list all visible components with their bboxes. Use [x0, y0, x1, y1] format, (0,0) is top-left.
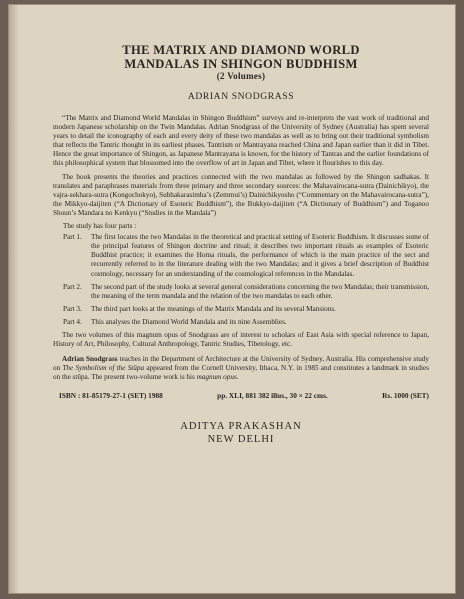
volumes-note: (2 Volumes) [216, 71, 266, 81]
part-label: Part 2. [63, 282, 82, 291]
publisher [53, 420, 429, 446]
isbn-row [59, 391, 429, 400]
description-paragraph-1: “The Matrix and Diamond World Mandalas in Shingon Buddhism” surveys and re-interprets the vast work of traditional and modern Japanese scholarship on the Twin Mandalas. Adrian Snodgrass of the University of Sydney (Australia) has spent several years to detail the iconography of each and every deity of these two mandalas as well as to bring out their traditional symbolism that reflects the Tantric thought in its earliest phases. Tantrism or Mantrayana reached China and Japan earlier than it did in Tibet. Hence the great importance of Shingon, as Japanese Mantrayana is known, for the history of Tantras and the earlier foundations of this philosophical system that blossomed into the overflow of art in Japan and Tibet, where it flourishes to this day. [53, 114, 429, 168]
parts-intro: The study has four parts : [63, 222, 137, 231]
part-3 [63, 305, 429, 314]
part-text: This analyses the Diamond World Mandala and its nine Assemblies. [91, 317, 287, 326]
publisher-city: NEW DELHI [207, 434, 275, 446]
about-author-name: Adrian Snodgrass [62, 355, 118, 364]
part-label: Part 4. [63, 317, 82, 326]
isbn: ISBN : 81-85179-27-1 (SET) 1988 [59, 391, 163, 401]
part-text: The second part of the study looks at several general considerations concerning the two Mandalas; their transmission, the meaning of the term mandala and the relation of the two mandalas to each other. [91, 282, 429, 300]
part-text: The first locates the two Mandalas in the theoretical and practical setting of Esoteric Buddhism. It discusses some of the principal features of Shingon doctrine and ritual; it describes two important rituals as examples of Esoteric Buddhist practice; it examines the Homa rituals, the performance of which is the main practice of the sect and recurrently referred to in the literature dealing with the two Mandalas; and it gives a brief description of Buddhist cosmology, necessary for an understanding of the cosmological references in the Mandalas. [91, 233, 429, 278]
part-text: The third part looks at the meanings of the Matrix Mandala and its several Mansions. [91, 304, 336, 313]
title-line-2: MANDALAS IN SHINGON BUDDHISM [124, 57, 358, 71]
book-title [53, 43, 429, 82]
about-author-text-1: teaches in the Department of Architecture at the University of Sydney, Australia. His comprehensive study on [53, 355, 429, 373]
spine-edge [9, 5, 19, 593]
about-author-end: . [236, 373, 239, 382]
cover-content [53, 43, 429, 446]
about-author-magnum: magnum opus [196, 373, 237, 382]
publisher-name: ADITYA PRAKASHAN [180, 421, 302, 433]
description-paragraph-volumes: The two volumes of this magnum opus of Snodgrass are of interest to scholars of East Asia with special reference to Japan, History of Art, Philosophy, Cultural Anthropology, Tantric Studies, Tibetology, etc. [53, 330, 429, 349]
book-back-cover [8, 4, 456, 594]
price: Rs. 1000 (SET) [382, 391, 429, 401]
title-line-1: THE MATRIX AND DIAMOND WORLD [122, 43, 360, 57]
part-2 [63, 283, 429, 301]
about-author-text-2: appeared from the Cornell University, Ithaca, N.Y. in 1985 and constitutes a landmark in studies on the stūpa. The present two-volume work is his [53, 364, 430, 382]
about-author-book-title: The Symbolism of the Stūpa [62, 364, 145, 373]
part-label: Part 3. [63, 304, 82, 313]
author-name: ADRIAN SNODGRASS [187, 91, 295, 102]
description-paragraph-2: The book presents the theories and practices connected with the two mandalas as followed by the Shingon sadhakas. It translates and paraphrases materials from three primary and three secondary sources: the Mahavairocana-sutra (Dainichikyo), the vajra-sekhara-sutra (Kongochokyo), Subhakarasimha’s (Zemmui’s) Dainichikyosho (“Commentary on the Mahavairocana-sutra”), the Mikkyo-daijiten (“A Dictionary of Esoteric Buddhism”), the Bukkyo-daijiten (“A Dictionary of Buddhism”) and Toganoo Shoun’s Mandara no Kenkyu (“Studies in the Mandala”) [53, 172, 429, 217]
part-label: Part 1. [63, 233, 82, 242]
part-1 [63, 233, 429, 278]
about-author-paragraph [53, 355, 429, 382]
page-count: pp. XLI, 881 382 illus., 30 × 22 cms. [217, 391, 328, 401]
part-4 [63, 318, 429, 327]
